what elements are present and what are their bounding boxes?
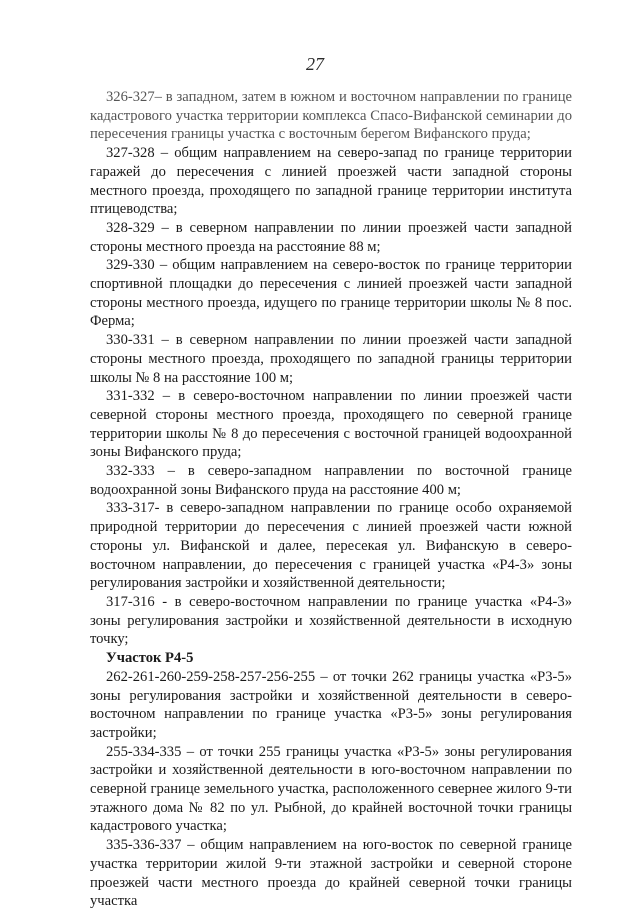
- boundary-segment-333-317: 333-317- в северо-западном направлении по границе особо охраняемой природной территории до пересечения с линией проезжей части южной стороны ул. Вифанской и далее, пересекая ул. Вифанскую в северо-восточном направлении, до пересечения с границей участка «Р4-3» зоны регулирования застройки и хозяйственной деятельности;: [90, 500, 572, 592]
- page-number: 27: [306, 54, 324, 74]
- document-body: [90, 88, 572, 911]
- boundary-segment-331-332: 331-332 – в северо-восточном направлении по линии проезжей части северной стороны местного проезда, проходящего по северной границе территории школы № 8 до пересечения с восточной границей водоохранной зоны Вифанского пруда;: [90, 388, 572, 461]
- boundary-segment-329-330: 329-330 – общим направлением на северо-восток по границе территории спортивной площадки до пересечения с линией проезжей части западной стороны местного проезда, идущего по границе территории школы № 8 пос. Ферма;: [90, 257, 572, 330]
- boundary-segment-335-337: 335-336-337 – общим направлением на юго-восток по северной границе участка территории жилой 9-ти этажной застройки и северной стороне проезжей части местного проезда до крайней северной точки границы участка: [90, 837, 572, 910]
- boundary-segment-262-255: 262-261-260-259-258-257-256-255 – от точки 262 границы участка «Р3-5» зоны регулирования застройки и хозяйственной деятельности в северо-восточном направлении по границе участка «Р3-5» зоны регулирования застройки;: [90, 668, 572, 741]
- boundary-segment-330-331: 330-331 – в северном направлении по линии проезжей части западной стороны местного проезда, проходящего по западной границы территории школы № 8 на расстояние 100 м;: [90, 332, 572, 386]
- boundary-segment-326-327: 326-327– в западном, затем в южном и восточном направлении по границе кадастрового участка территории комплекса Спасо-Вифанской семинарии до пересечения границы участка с восточным берегом Вифанского пруда;: [90, 89, 572, 143]
- boundary-segment-332-333: 332-333 – в северо-западном направлении по восточной границе водоохранной зоны Вифанского пруда на расстояние 400 м;: [90, 463, 572, 498]
- section-heading: Участок Р4-5: [106, 650, 194, 667]
- boundary-segment-317-316: 317-316 - в северо-восточном направлении по границе участка «Р4-3» зоны регулирования застройки и хозяйственной деятельности в исходную точку;: [90, 593, 572, 648]
- boundary-segment-255-335: 255-334-335 – от точки 255 границы участка «Р3-5» зоны регулирования застройки и хозяйственной деятельности в юго-восточном направлении по северной границе земельного участка, расположенного севернее жилого 9-ти этажного дома № 82 по ул. Рыбной, до крайней восточной точки границы кадастрового участка;: [90, 743, 572, 835]
- boundary-segment-327-328: 327-328 – общим направлением на северо-запад по границе территории гаражей до пересечения с линией проезжей части западной стороны местного проезда, проходящего по западной границе территории института птицеводства;: [90, 145, 572, 218]
- boundary-segment-328-329: 328-329 – в северном направлении по линии проезжей части западной стороны местного проезда на расстояние 88 м;: [90, 219, 572, 255]
